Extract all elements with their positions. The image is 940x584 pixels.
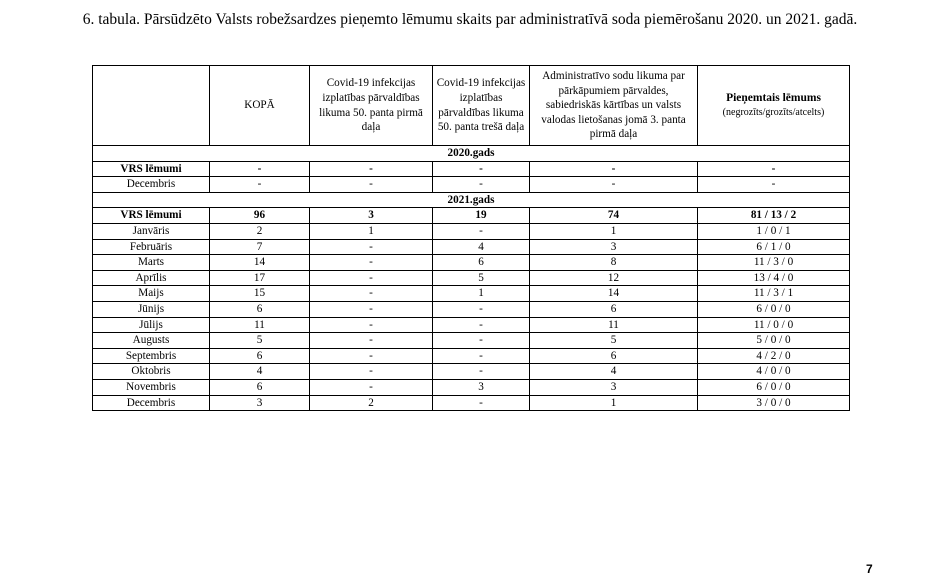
table-title: 6. tabula. Pārsūdzēto Valsts robežsardzes pieņemto lēmumu skaits par administratīvā soda piemērošanu 2020. un 2021. gadā. xyxy=(82,11,858,28)
table-cell: 6 xyxy=(530,348,698,364)
table-cell: 3 xyxy=(210,395,310,411)
table-cell: 81 / 13 / 2 xyxy=(698,208,850,224)
table-cell: 3 xyxy=(530,239,698,255)
table-row xyxy=(93,364,850,380)
table-cell: 3 xyxy=(310,208,433,224)
table-cell: 8 xyxy=(530,255,698,271)
table-cell: 6 xyxy=(530,301,698,317)
table-cell: - xyxy=(310,177,433,193)
row-label: Aprīlis xyxy=(93,270,210,286)
table-cell: 11 / 3 / 0 xyxy=(698,255,850,271)
year-row xyxy=(93,146,850,162)
year-row xyxy=(93,192,850,208)
table-cell: - xyxy=(310,286,433,302)
table-cell: 11 xyxy=(210,317,310,333)
table-row xyxy=(93,255,850,271)
row-label: VRS lēmumi xyxy=(93,208,210,224)
header-row xyxy=(93,66,850,146)
table-cell: 15 xyxy=(210,286,310,302)
table-cell: 6 / 0 / 0 xyxy=(698,301,850,317)
table-cell: - xyxy=(310,333,433,349)
table-cell: 6 / 1 / 0 xyxy=(698,239,850,255)
table-cell: - xyxy=(433,395,530,411)
table-cell: - xyxy=(433,223,530,239)
table-cell: - xyxy=(530,161,698,177)
row-label: VRS lēmumi xyxy=(93,161,210,177)
header-empty xyxy=(93,66,210,146)
table-cell: 4 / 2 / 0 xyxy=(698,348,850,364)
table-row xyxy=(93,161,850,177)
table-cell: 96 xyxy=(210,208,310,224)
table-cell: 6 xyxy=(210,379,310,395)
table-cell: 5 xyxy=(433,270,530,286)
table-cell: 17 xyxy=(210,270,310,286)
table-cell: 1 xyxy=(530,223,698,239)
table-cell: - xyxy=(698,161,850,177)
table-cell: - xyxy=(433,161,530,177)
table-cell: 3 xyxy=(530,379,698,395)
table-cell: 13 / 4 / 0 xyxy=(698,270,850,286)
page-number: 7 xyxy=(866,562,873,576)
table-cell: 14 xyxy=(210,255,310,271)
row-label: Septembris xyxy=(93,348,210,364)
row-label: Jūlijs xyxy=(93,317,210,333)
table-row xyxy=(93,270,850,286)
table-row xyxy=(93,348,850,364)
table-row xyxy=(93,301,850,317)
row-label: Augusts xyxy=(93,333,210,349)
table-cell: 1 xyxy=(310,223,433,239)
table-cell: - xyxy=(310,364,433,380)
table-cell: - xyxy=(310,270,433,286)
appeals-table xyxy=(92,65,850,411)
table-cell: 6 xyxy=(433,255,530,271)
table-cell: - xyxy=(310,161,433,177)
table-cell: 5 xyxy=(210,333,310,349)
table-cell: 11 / 3 / 1 xyxy=(698,286,850,302)
table-cell: - xyxy=(433,177,530,193)
table-cell: - xyxy=(210,161,310,177)
header-covid-third-part: Covid-19 infekcijas izplatības pārvaldības likuma 50. panta trešā daļa xyxy=(433,66,530,146)
row-label: Decembris xyxy=(93,177,210,193)
table-cell: - xyxy=(310,239,433,255)
table-cell: - xyxy=(310,255,433,271)
table-row xyxy=(93,286,850,302)
year-label: 2020.gads xyxy=(93,146,850,162)
table-cell: - xyxy=(210,177,310,193)
table-cell: - xyxy=(433,317,530,333)
table-cell: 6 xyxy=(210,348,310,364)
table-cell: 74 xyxy=(530,208,698,224)
table-cell: 5 / 0 / 0 xyxy=(698,333,850,349)
table-cell: 14 xyxy=(530,286,698,302)
row-label: Novembris xyxy=(93,379,210,395)
table-cell: 6 / 0 / 0 xyxy=(698,379,850,395)
table-row xyxy=(93,177,850,193)
row-label: Marts xyxy=(93,255,210,271)
row-label: Februāris xyxy=(93,239,210,255)
table-cell: - xyxy=(530,177,698,193)
table-cell: - xyxy=(433,301,530,317)
table-cell: 12 xyxy=(530,270,698,286)
row-label: Oktobris xyxy=(93,364,210,380)
table-row xyxy=(93,317,850,333)
header-covid-first-part: Covid-19 infekcijas izplatības pārvaldības likuma 50. panta pirmā daļa xyxy=(310,66,433,146)
table-row xyxy=(93,333,850,349)
table-cell: 7 xyxy=(210,239,310,255)
table-cell: 1 / 0 / 1 xyxy=(698,223,850,239)
table-row xyxy=(93,223,850,239)
table-row xyxy=(93,208,850,224)
header-administrative-law: Administratīvo sodu likuma par pārkāpumiem pārvaldes, sabiedriskās kārtības un valsts valodas lietošanas jomā 3. panta pirmā daļa xyxy=(530,66,698,146)
table-cell: 4 xyxy=(210,364,310,380)
header-decision-title: Pieņemtais lēmums xyxy=(726,91,821,104)
table-cell: - xyxy=(698,177,850,193)
table-cell: 11 / 0 / 0 xyxy=(698,317,850,333)
table-cell: - xyxy=(433,364,530,380)
table-row xyxy=(93,379,850,395)
table-cell: 4 xyxy=(530,364,698,380)
header-kopa: KOPĀ xyxy=(210,66,310,146)
table-cell: 2 xyxy=(210,223,310,239)
table-cell: 5 xyxy=(530,333,698,349)
table-row xyxy=(93,239,850,255)
table-row xyxy=(93,395,850,411)
row-label: Decembris xyxy=(93,395,210,411)
row-label: Jūnijs xyxy=(93,301,210,317)
table-cell: 3 xyxy=(433,379,530,395)
table-cell: - xyxy=(310,317,433,333)
table-cell: - xyxy=(310,348,433,364)
table-cell: 11 xyxy=(530,317,698,333)
table-cell: 2 xyxy=(310,395,433,411)
table-cell: 4 / 0 / 0 xyxy=(698,364,850,380)
table-cell: - xyxy=(433,348,530,364)
header-decision-subtitle: (negrozīts/grozīts/atcelts) xyxy=(722,106,825,118)
year-label: 2021.gads xyxy=(93,192,850,208)
row-label: Janvāris xyxy=(93,223,210,239)
table-cell: 19 xyxy=(433,208,530,224)
header-decision xyxy=(698,66,850,146)
table-cell: 3 / 0 / 0 xyxy=(698,395,850,411)
row-label: Maijs xyxy=(93,286,210,302)
table-cell: - xyxy=(310,379,433,395)
table-cell: - xyxy=(310,301,433,317)
table-cell: - xyxy=(433,333,530,349)
table-cell: 1 xyxy=(530,395,698,411)
table-cell: 6 xyxy=(210,301,310,317)
table-cell: 1 xyxy=(433,286,530,302)
table-cell: 4 xyxy=(433,239,530,255)
